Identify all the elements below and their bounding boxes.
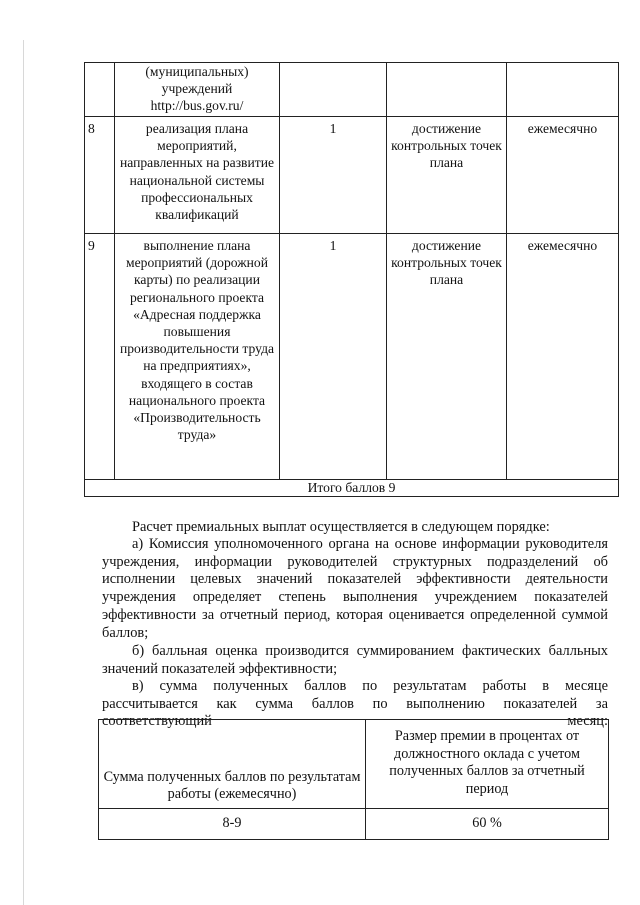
paragraph-item-b: б) балльная оценка производится суммированием фактических балльных значений показателей эффективности; xyxy=(102,643,608,677)
score-cell xyxy=(280,63,387,117)
total-row xyxy=(85,480,619,497)
header-bonus-percent: Размер премии в процентах от должностного оклада с учетом полученных баллов за отчетный период xyxy=(366,720,609,809)
paragraph-item-c: в) сумма полученных баллов по результатам работы в месяце рассчитывается как сумма баллов по выполнению показателей за соответствующий месяц: xyxy=(102,678,608,730)
table-row xyxy=(85,234,619,480)
table-row xyxy=(85,117,619,234)
score-cell: 1 xyxy=(280,117,387,234)
indicators-table xyxy=(84,62,619,497)
criterion-cell: достижение контрольных точек плана xyxy=(387,234,507,480)
bonus-table xyxy=(98,719,609,840)
indicator-cell: выполнение плана мероприятий (дорожной карты) по реализации регионального проекта «Адресная поддержка повышения производительности труда на предприятиях», входящего в состав национального проекта «Производительность труда» xyxy=(115,234,280,480)
row-number: 9 xyxy=(85,234,115,480)
table-row xyxy=(85,63,619,117)
criterion-cell: достижение контрольных точек плана xyxy=(387,117,507,234)
table-row xyxy=(99,809,609,840)
paragraph-item-a: а) Комиссия уполномоченного органа на основе информации руководителя учреждения, информации руководителей структурных подразделений об исполнении целевых значений показателей эффективности деятельности учреждения определяет степень выполнения учреждением показателей эффективности за отчетный период, которая оценивается определенной суммой баллов; xyxy=(102,536,608,641)
table-header-row xyxy=(99,720,609,809)
page-edge-line xyxy=(23,40,24,905)
bonus-percent-cell: 60 % xyxy=(366,809,609,840)
intro-paragraph: Расчет премиальных выплат осуществляется в следующем порядке: xyxy=(132,519,550,535)
row-number xyxy=(85,63,115,117)
score-range-cell: 8-9 xyxy=(99,809,366,840)
criterion-cell xyxy=(387,63,507,117)
row-number: 8 xyxy=(85,117,115,234)
header-score-sum: Сумма полученных баллов по результатам работы (ежемесячно) xyxy=(99,720,366,809)
period-cell: ежемесячно xyxy=(507,234,619,480)
total-score: Итого баллов 9 xyxy=(85,480,619,497)
period-cell xyxy=(507,63,619,117)
score-cell: 1 xyxy=(280,234,387,480)
indicator-cell: реализация плана мероприятий, направленных на развитие национальной системы профессиональных квалификаций xyxy=(115,117,280,234)
period-cell: ежемесячно xyxy=(507,117,619,234)
indicator-cell: (муниципальных) учреждений http://bus.gov.ru/ xyxy=(115,63,280,117)
